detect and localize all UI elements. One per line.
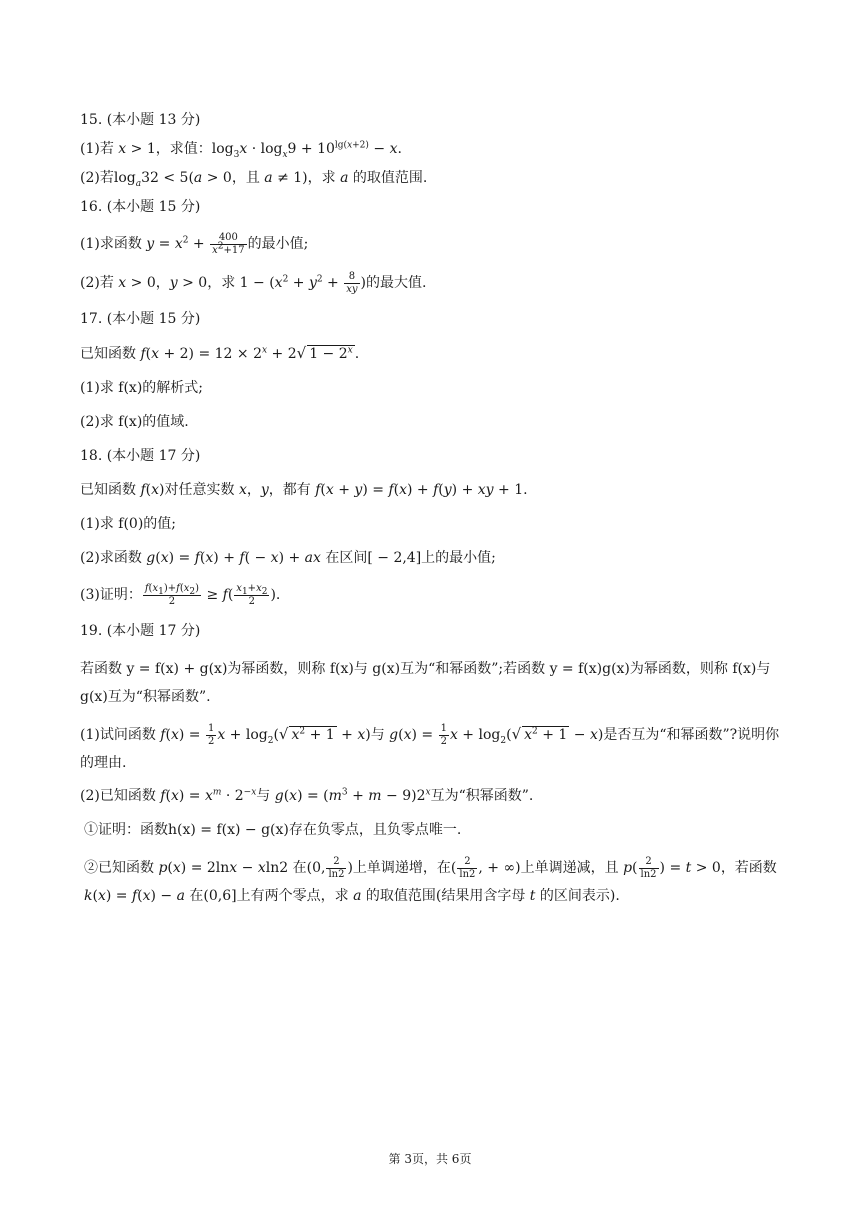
fraction: $\frac{2}{\ln 2}$	[640, 855, 657, 880]
q19-part2: (2)已知函数 $f(x) = x^m \cdot 2^{-x}$与 $g(x) = (m^3 + m - 9)2^x$互为“积幂函数”.	[80, 787, 534, 804]
fraction: $\frac{400}{x^2+17}$	[212, 231, 245, 256]
fraction: $\frac{8}{xy}$	[346, 270, 358, 295]
fraction: $\frac{1}{2}$	[440, 722, 447, 747]
fraction: $\frac{2}{\ln 2}$	[328, 855, 345, 880]
fraction: $\frac{2}{\ln 2}$	[459, 855, 476, 880]
q16-part1: (1)求函数 $y = x^2$ + $\frac{400}{x^2+17}$ 的最小值;	[80, 231, 309, 256]
q18-part1: (1)求 f(0)的值;	[80, 516, 177, 532]
q18-part3: (3)证明： $\frac{f(x_1)+f(x_2)}{2}$ ≥ f( $\frac{x_1+x_2}{2}$ ).	[80, 582, 281, 607]
q19-part1: (1)试问函数 f(x) = $\frac{1}{2}$ $x + \log_2(√$ $x^2 + 1 + x$)与 g(x) = $\frac{1}{2}$ $x + \log_2(√$ $x^2 + 1 - x$)是否互为“和幂函数”?说明你的理由.	[80, 722, 780, 771]
q15-part1: (1)若 x > 1，求值：$\log_3x \cdot \log_x9 + 10^{lg(x+2)} - x$.	[80, 140, 402, 160]
page-footer: 第 3页，共 6页	[388, 1152, 472, 1166]
fraction: $\frac{1}{2}$	[207, 722, 215, 747]
q19-header: 19. (本小题 17 分)	[80, 623, 201, 639]
q15-part2: (2)若$\log_a32 < 5(a > 0$，且 a ≠ 1)，求 a 的取值范围.	[80, 170, 428, 189]
q17-given: 已知函数 $f(x + 2) = 12 \times 2^x + 2√$ $1 - 2^x$ .	[80, 344, 360, 362]
q15-header: 15. (本小题 13 分)	[80, 112, 201, 128]
q17-header: 17. (本小题 15 分)	[80, 311, 201, 327]
q18-given: 已知函数 f(x)对任意实数 x，y，都有 f(x + y) = f(x) + f(y) + xy + 1.	[80, 482, 528, 498]
q16-part2: (2)若 x > 0，y > 0，求 $1 - (x^2 + y^2$ + $\frac{8}{xy}$ )的最大值.	[80, 270, 427, 295]
document-body	[80, 110, 785, 919]
fraction: $\frac{f(x_1)+f(x_2)}{2}$	[144, 582, 199, 607]
fraction: $\frac{x_1+x_2}{2}$	[236, 582, 268, 607]
q17-part1: (1)求 f(x)的解析式;	[80, 380, 203, 396]
q19-definition: 若函数 y = f(x) + g(x)为幂函数，则称 f(x)与 g(x)互为“和幂函数”;若函数 y = f(x)g(x)为幂函数，则称 f(x)与 g(x)互为“积幂函数”.	[80, 661, 771, 705]
q19-sub2: ②已知函数 p(x) = 2lnx − xln2 在(0, $\frac{2}{\ln 2}$ )上单调递增，在( $\frac{2}{\ln 2}$ , + ∞)上单调递减，且 p( $\frac{2}{\ln 2}$ ) = t > 0，若函数 k(x) = f(x) − a 在(0,6]上有两个零点，求 a 的取值范围(结果用含字母 t 的区间表示).	[84, 855, 777, 904]
q16-header: 16. (本小题 15 分)	[80, 199, 201, 215]
q18-header: 18. (本小题 17 分)	[80, 448, 201, 464]
q19-sub1: ①证明：函数h(x) = f(x) − g(x)存在负零点，且负零点唯一.	[84, 822, 462, 838]
q17-part2: (2)求 f(x)的值域.	[80, 414, 189, 430]
q18-part2: (2)求函数 g(x) = f(x) + f( − x) + ax 在区间[ − 2,4]上的最小值;	[80, 550, 496, 566]
